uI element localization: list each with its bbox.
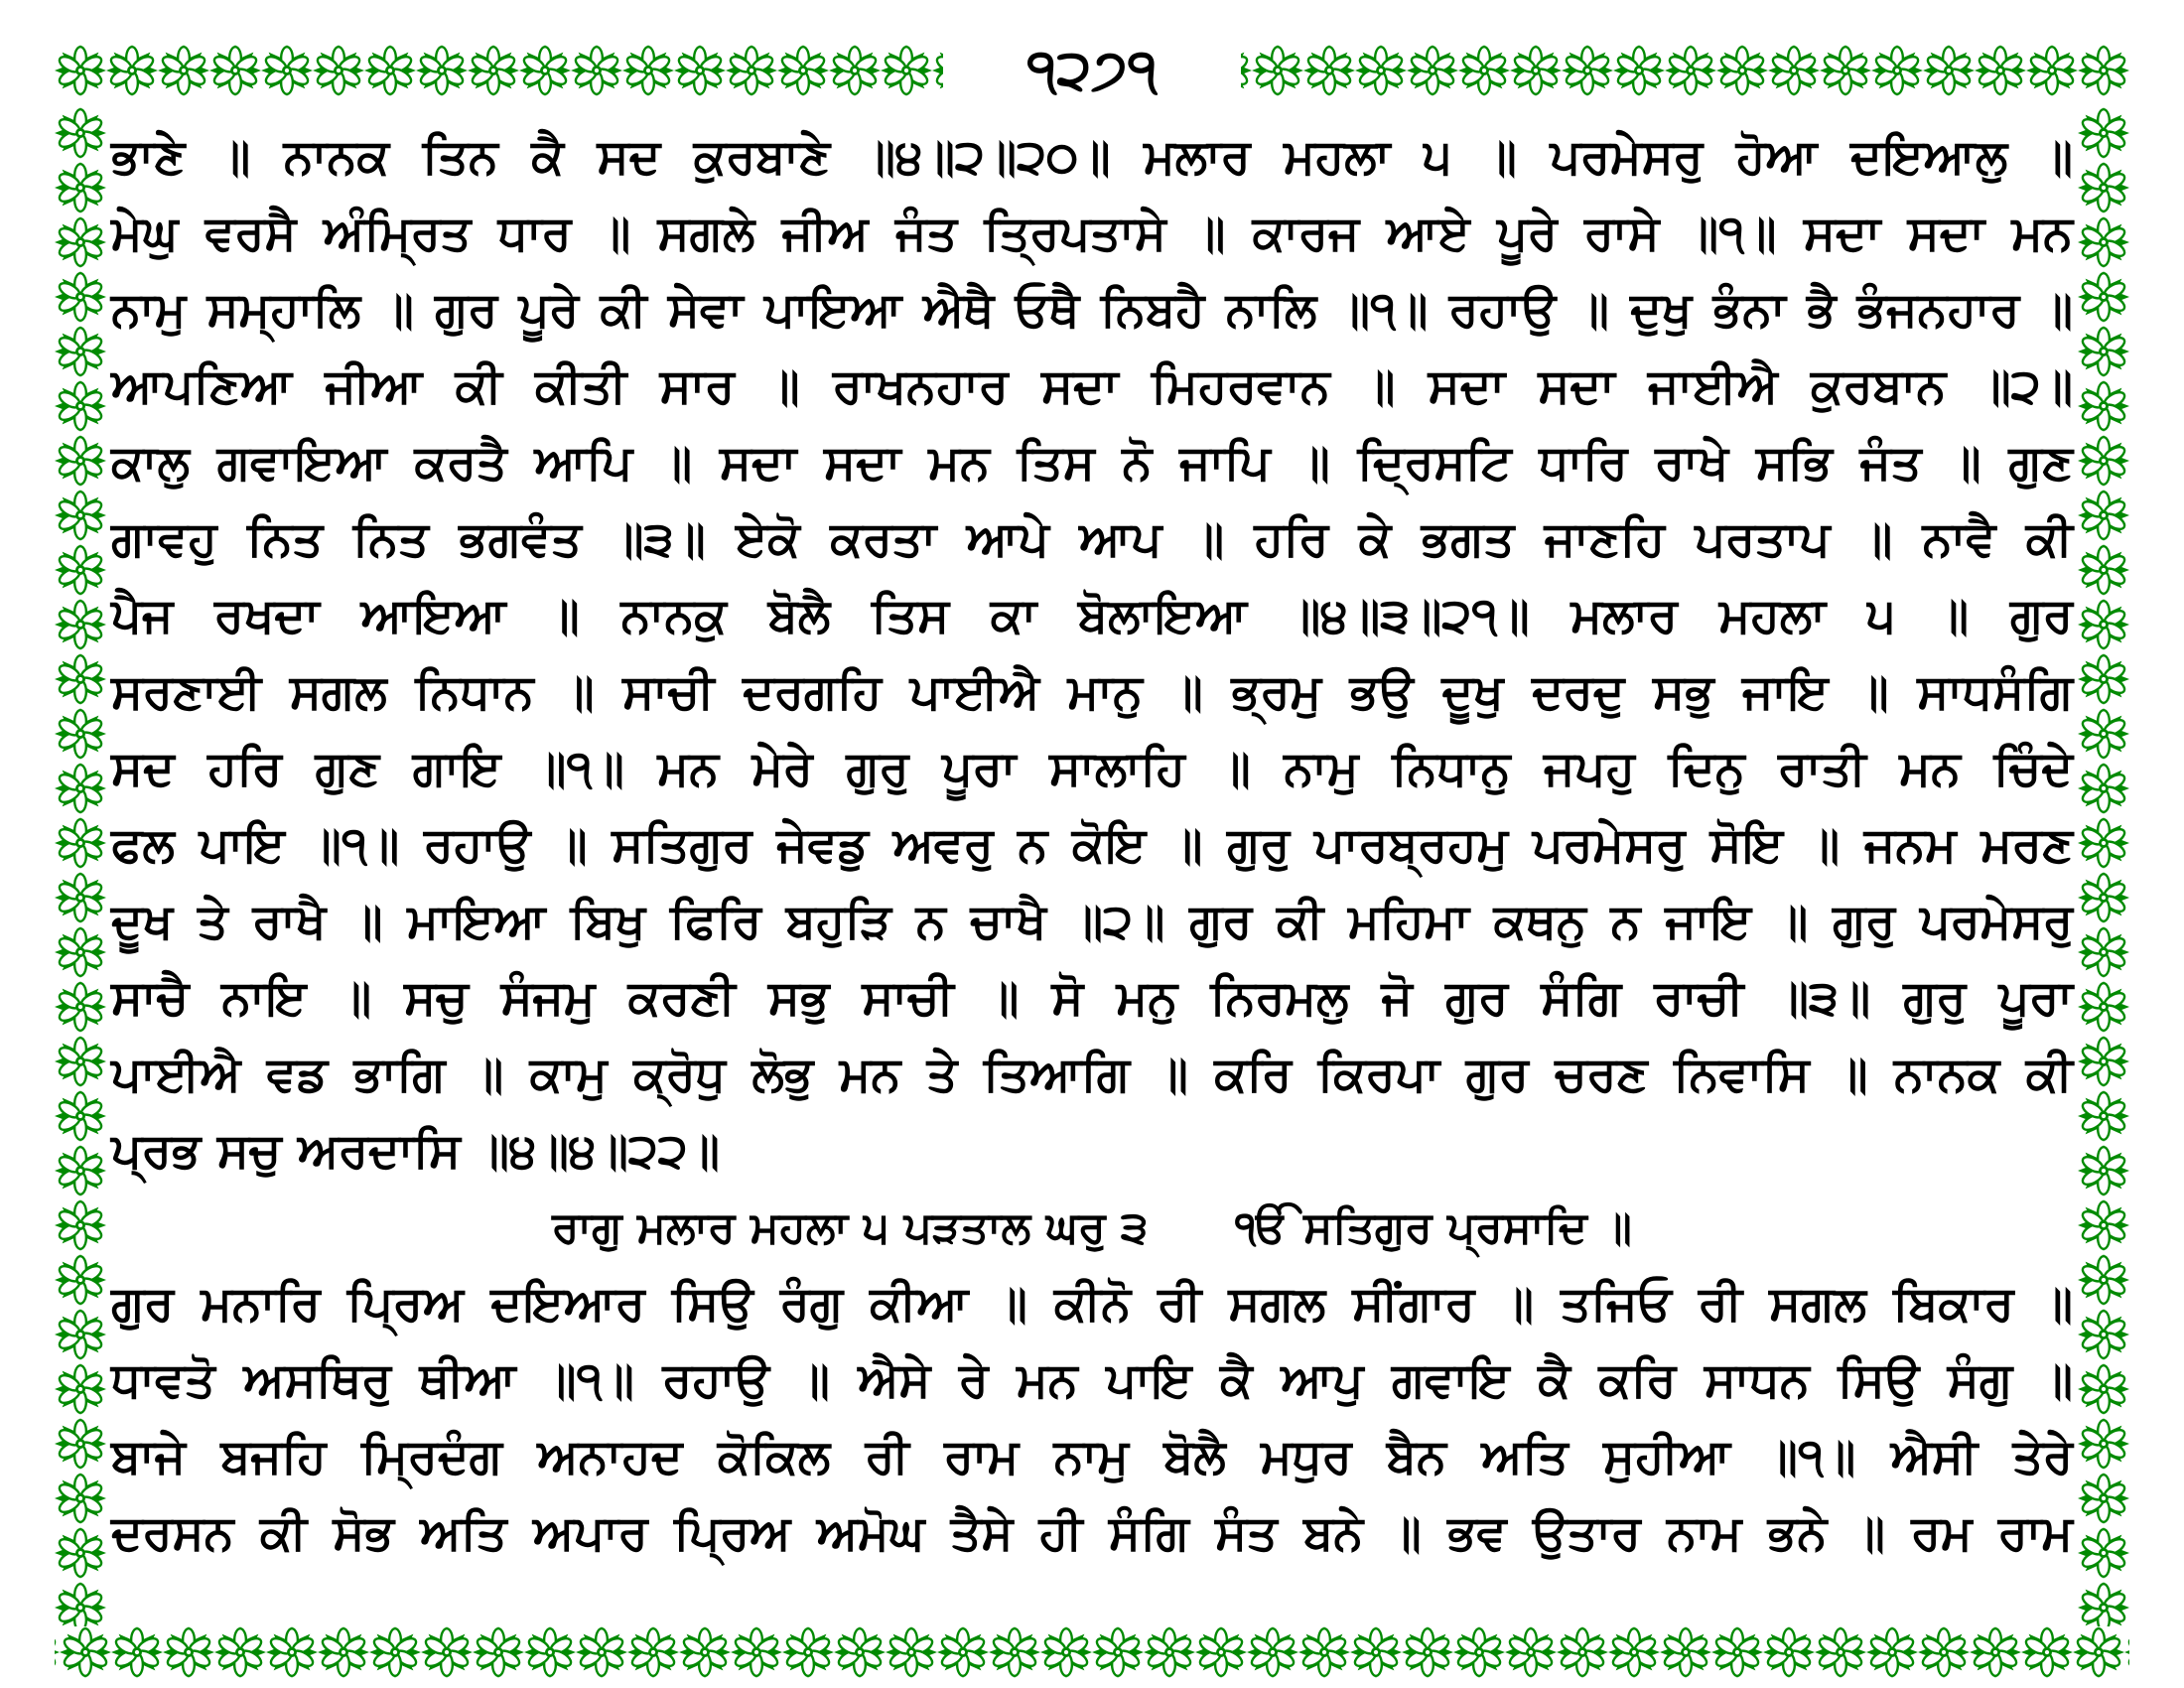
flower-icon — [369, 1626, 421, 1678]
flower-icon — [1665, 45, 1716, 96]
flower-icon — [2078, 1199, 2129, 1251]
flower-icon — [163, 1626, 214, 1678]
flower-icon — [55, 326, 106, 377]
scripture-line: ਗੁਰ ਮਨਾਰਿ ਪ੍ਰਿਅ ਦਇਆਰ ਸਿਉ ਰੰਗੁ ਕੀਆ ॥ ਕੀਨੋ ਰੀ ਸਗਲ ਸੀਂਗਾਰ ॥ ਤਜਿਓ ਰੀ ਸਗਲ ਬਿਕਾਰ ॥ — [111, 1276, 2073, 1332]
flower-icon — [679, 1626, 731, 1678]
flower-icon — [2078, 708, 2129, 760]
flower-icon — [2078, 653, 2129, 705]
flower-icon — [622, 45, 674, 96]
flower-icon — [2078, 1582, 2129, 1626]
scripture-line: ਪੈਜ ਰਖਦਾ ਆਇਆ ॥ ਨਾਨਕੁ ਬੋਲੈ ਤਿਸ ਕਾ ਬੋਲਾਇਆ ॥੪॥੩॥੨੧॥ ਮਲਾਰ ਮਹਲਾ ੫ ॥ ਗੁਰ — [111, 588, 2073, 643]
flower-icon — [1195, 1626, 1247, 1678]
flower-icon — [2026, 45, 2078, 96]
flower-icon — [2078, 1254, 2129, 1306]
flower-icon — [55, 1036, 106, 1087]
flower-icon — [1763, 1626, 1815, 1678]
scripture-line: ਗਾਵਹੁ ਨਿਤ ਨਿਤ ਭਗਵੰਤ ॥੩॥ ਏਕੋ ਕਰਤਾ ਆਪੇ ਆਪ ॥ ਹਰਿ ਕੇ ਭਗਤ ਜਾਣਹਿ ਪਰਤਾਪ ॥ ਨਾਵੈ ਕੀ — [111, 511, 2073, 567]
border-top — [55, 36, 2129, 105]
scripture-line: ਫਲ ਪਾਇ ॥੧॥ ਰਹਾਉ ॥ ਸਤਿਗੁਰ ਜੇਵਡੁ ਅਵਰੁ ਨ ਕੋਇ ॥ ਗੁਰੁ ਪਾਰਬ੍ਰਹਮੁ ਪਰਮੇਸਰੁ ਸੋਇ ॥ ਜਨਮ ਮਰਣ — [111, 817, 2073, 873]
flower-icon — [2078, 1090, 2129, 1142]
flower-icon — [1510, 45, 1562, 96]
flower-icon — [313, 45, 364, 96]
border-top-left — [55, 45, 943, 96]
flower-icon — [2078, 435, 2129, 487]
flower-icon — [1711, 1626, 1763, 1678]
flower-icon — [1144, 1626, 1195, 1678]
flower-icon — [834, 1626, 886, 1678]
flower-icon — [1716, 45, 1768, 96]
scripture-line: ਕਾਲੁ ਗਵਾਇਆ ਕਰਤੈ ਆਪਿ ॥ ਸਦਾ ਸਦਾ ਮਨ ਤਿਸ ਨੋ ਜਾਪਿ ॥ ਦ੍ਰਿਸਟਿ ਧਾਰਿ ਰਾਖੇ ਸਭਿ ਜੰਤ ॥ ਗੁਣ — [111, 435, 2073, 491]
flower-icon — [2078, 45, 2129, 96]
border-left — [55, 107, 106, 1626]
flower-icon — [1453, 1626, 1505, 1678]
flower-icon — [55, 1582, 106, 1626]
flower-icon — [524, 1626, 576, 1678]
flower-icon — [55, 1418, 106, 1470]
flower-icon — [1355, 45, 1407, 96]
flower-icon — [571, 45, 622, 96]
flower-icon — [55, 1309, 106, 1360]
flower-icon — [2078, 544, 2129, 596]
flower-icon — [1768, 45, 1820, 96]
flower-icon — [1815, 1626, 1866, 1678]
flower-icon — [1866, 1626, 1918, 1678]
flower-icon — [2078, 981, 2129, 1033]
flower-icon — [60, 1626, 111, 1678]
flower-icon — [55, 271, 106, 323]
flower-icon — [1871, 45, 1923, 96]
flower-icon — [989, 1626, 1040, 1678]
flower-icon — [1970, 1626, 2021, 1678]
flower-icon — [55, 45, 106, 96]
scripture-line: ਬਾਜੇ ਬਜਹਿ ਮ੍ਰਿਦੰਗ ਅਨਾਹਦ ਕੋਕਿਲ ਰੀ ਰਾਮ ਨਾਮੁ ਬੋਲੈ ਮਧੁਰ ਬੈਨ ਅਤਿ ਸੁਹੀਆ ॥੧॥ ਐਸੀ ਤੇਰੇ — [111, 1429, 2073, 1484]
flower-icon — [209, 45, 261, 96]
scripture-line: ਮੇਘੁ ਵਰਸੈ ਅੰਮ੍ਰਿਤ ਧਾਰ ॥ ਸਗਲੇ ਜੀਅ ਜੰਤ ਤ੍ਰਿਪਤਾਸੇ ॥ ਕਾਰਜ ਆਏ ਪੂਰੇ ਰਾਸੇ ॥੧॥ ਸਦਾ ਸਦਾ ਮਨ — [111, 206, 2073, 261]
flower-icon — [364, 45, 416, 96]
flower-icon — [55, 981, 106, 1033]
scripture-line: ਧਾਵਤੋ ਅਸਥਿਰੁ ਥੀਆ ॥੧॥ ਰਹਾਉ ॥ ਐਸੇ ਰੇ ਮਨ ਪਾਇ ਕੈ ਆਪੁ ਗਵਾਇ ਕੈ ਕਰਿ ਸਾਧਨ ਸਿਉ ਸੰਗੁ ॥ — [111, 1352, 2073, 1408]
flower-icon — [1407, 45, 1458, 96]
flower-icon — [55, 763, 106, 814]
flower-icon — [932, 45, 943, 96]
flower-icon — [2078, 1036, 2129, 1087]
flower-icon — [2078, 1527, 2129, 1579]
border-top-right — [1241, 45, 2129, 96]
flower-icon — [2078, 271, 2129, 323]
flower-icon — [55, 817, 106, 869]
flower-icon — [2078, 380, 2129, 432]
flower-icon — [576, 1626, 627, 1678]
flower-icon — [627, 1626, 679, 1678]
flower-icon — [1660, 1626, 1711, 1678]
flower-icon — [519, 45, 571, 96]
flower-icon — [1303, 45, 1355, 96]
flower-icon — [266, 1626, 318, 1678]
flower-icon — [55, 926, 106, 978]
flower-icon — [55, 1473, 106, 1524]
flower-icon — [55, 1363, 106, 1415]
scripture-line: ਦੂਖ ਤੇ ਰਾਖੈ ॥ ਮਾਇਆ ਬਿਖੁ ਫਿਰਿ ਬਹੁੜਿ ਨ ਚਾਖੈ ॥੨॥ ਗੁਰ ਕੀ ਮਹਿਮਾ ਕਥਨੁ ਨ ਜਾਇ ॥ ਗੁਰੁ ਪਰਮੇਸਰੁ — [111, 894, 2073, 949]
flower-icon — [55, 1199, 106, 1251]
scripture-line: ਸਦ ਹਰਿ ਗੁਣ ਗਾਇ ॥੧॥ ਮਨ ਮੇਰੇ ਗੁਰੁ ਪੂਰਾ ਸਾਲਾਹਿ ॥ ਨਾਮੁ ਨਿਧਾਨੁ ਜਪਹੁ ਦਿਨੁ ਰਾਤੀ ਮਨ ਚਿੰਦੇ — [111, 741, 2073, 796]
flower-icon — [1458, 45, 1510, 96]
flower-icon — [55, 162, 106, 213]
flower-icon — [726, 45, 777, 96]
flower-icon — [1241, 45, 1252, 96]
flower-icon — [782, 1626, 834, 1678]
flower-icon — [468, 45, 519, 96]
flower-icon — [55, 599, 106, 650]
scripture-text-block — [111, 119, 2073, 1572]
flower-icon — [55, 544, 106, 596]
flower-icon — [881, 45, 932, 96]
scripture-line: ਆਪਣਿਆ ਜੀਆ ਕੀ ਕੀਤੀ ਸਾਰ ॥ ਰਾਖਨਹਾਰ ਸਦਾ ਮਿਹਰਵਾਨ ॥ ਸਦਾ ਸਦਾ ਜਾਈਐ ਕੁਰਬਾਨ ॥੨॥ — [111, 358, 2073, 414]
flower-icon — [318, 1626, 369, 1678]
flower-icon — [2078, 599, 2129, 650]
flower-icon — [2078, 1363, 2129, 1415]
flower-icon — [55, 1527, 106, 1579]
scripture-line: ਨਾਮੁ ਸਮ੍ਹਾਲਿ ॥ ਗੁਰ ਪੂਰੇ ਕੀ ਸੇਵਾ ਪਾਇਆ ਐਥੈ ਓਥੈ ਨਿਬਹੈ ਨਾਲਿ ॥੧॥ ਰਹਾਉ ॥ ਦੁਖੁ ਭੰਨਾ ਭੈ ਭੰਜਨਹਾਰ ॥ — [111, 282, 2073, 338]
flower-icon — [1298, 1626, 1350, 1678]
flower-icon — [731, 1626, 782, 1678]
flower-icon — [1975, 45, 2026, 96]
flower-icon — [2078, 1418, 2129, 1470]
flower-icon — [886, 1626, 937, 1678]
flower-icon — [2124, 1626, 2129, 1678]
flower-icon — [2078, 490, 2129, 541]
flower-icon — [1557, 1626, 1608, 1678]
flower-icon — [2078, 162, 2129, 213]
flower-icon — [55, 708, 106, 760]
flower-icon — [55, 380, 106, 432]
flower-icon — [421, 1626, 473, 1678]
flower-icon — [2078, 216, 2129, 268]
flower-icon — [2078, 326, 2129, 377]
border-right — [2078, 107, 2129, 1626]
flower-icon — [937, 1626, 989, 1678]
flower-icon — [2073, 1626, 2124, 1678]
border-bottom — [55, 1622, 2129, 1682]
flower-icon — [55, 107, 106, 159]
flower-icon — [55, 653, 106, 705]
scripture-line: ਰਾਗੁ ਮਲਾਰ ਮਹਲਾ ੫ ਪੜਤਾਲ ਘਰੁ ੩ ੴ ਸਤਿਗੁਰ ਪ੍ਰਸਾਦਿ ॥ — [552, 1202, 1632, 1253]
flower-icon — [55, 435, 106, 487]
flower-icon — [2021, 1626, 2073, 1678]
flower-icon — [214, 1626, 266, 1678]
flower-icon — [55, 1145, 106, 1196]
flower-icon — [473, 1626, 524, 1678]
flower-icon — [55, 872, 106, 923]
flower-icon — [106, 45, 158, 96]
flower-icon — [2078, 107, 2129, 159]
scripture-line: ਪਾਈਐ ਵਡ ਭਾਗਿ ॥ ਕਾਮੁ ਕ੍ਰੋਧੁ ਲੋਭੁ ਮਨ ਤੇ ਤਿਆਗਿ ॥ ਕਰਿ ਕਿਰਪਾ ਗੁਰ ਚਰਣ ਨਿਵਾਸਿ ॥ ਨਾਨਕ ਕੀ — [111, 1047, 2073, 1102]
flower-icon — [55, 490, 106, 541]
flower-icon — [1562, 45, 1613, 96]
flower-icon — [829, 45, 881, 96]
flower-icon — [1923, 45, 1975, 96]
flower-icon — [1608, 1626, 1660, 1678]
flower-icon — [2078, 926, 2129, 978]
flower-icon — [2078, 1309, 2129, 1360]
flower-icon — [674, 45, 726, 96]
scripture-line: ਸਾਚੈ ਨਾਇ ॥ ਸਚੁ ਸੰਜਮੁ ਕਰਣੀ ਸਭੁ ਸਾਚੀ ॥ ਸੋ ਮਨੁ ਨਿਰਮਲੁ ਜੋ ਗੁਰ ਸੰਗਿ ਰਾਚੀ ॥੩॥ ਗੁਰੁ ਪੂਰਾ — [111, 970, 2073, 1026]
flower-icon — [1613, 45, 1665, 96]
scripture-line: ਦਰਸਨ ਕੀ ਸੋਭ ਅਤਿ ਅਪਾਰ ਪ੍ਰਿਅ ਅਮੋਘ ਤੈਸੇ ਹੀ ਸੰਗਿ ਸੰਤ ਬਨੇ ॥ ਭਵ ਉਤਾਰ ਨਾਮ ਭਨੇ ॥ ਰਮ ਰਾਮ — [111, 1505, 2073, 1561]
flower-icon — [2078, 1473, 2129, 1524]
flower-icon — [2078, 763, 2129, 814]
flower-icon — [2078, 817, 2129, 869]
flower-icon — [2078, 1145, 2129, 1196]
flower-icon — [2078, 872, 2129, 923]
page-number: ੧੨੭੧ — [1026, 38, 1158, 102]
scripture-line: ਸਰਣਾਈ ਸਗਲ ਨਿਧਾਨ ॥ ਸਾਚੀ ਦਰਗਹਿ ਪਾਈਐ ਮਾਨੁ ॥ ਭ੍ਰਮੁ ਭਉ ਦੂਖੁ ਦਰਦੁ ਸਭੁ ਜਾਇ ॥ ਸਾਧਸੰਗਿ — [111, 664, 2073, 720]
flower-icon — [158, 45, 209, 96]
flower-icon — [1040, 1626, 1092, 1678]
flower-icon — [1402, 1626, 1453, 1678]
scripture-line: ਭਾਣੇ ॥ ਨਾਨਕ ਤਿਨ ਕੈ ਸਦ ਕੁਰਬਾਣੇ ॥੪॥੨॥੨੦॥ ਮਲਾਰ ਮਹਲਾ ੫ ॥ ਪਰਮੇਸਰੁ ਹੋਆ ਦਇਆਲੁ ॥ — [111, 129, 2073, 185]
flower-icon — [416, 45, 468, 96]
flower-icon — [1252, 45, 1303, 96]
scripture-line: ਪ੍ਰਭ ਸਚੁ ਅਰਦਾਸਿ ॥੪॥੪॥੨੨॥ — [111, 1123, 720, 1179]
flower-icon — [55, 216, 106, 268]
flower-icon — [261, 45, 313, 96]
flower-icon — [111, 1626, 163, 1678]
flower-icon — [1918, 1626, 1970, 1678]
flower-icon — [1247, 1626, 1298, 1678]
flower-icon — [1350, 1626, 1402, 1678]
flower-icon — [55, 1090, 106, 1142]
flower-icon — [55, 1254, 106, 1306]
flower-icon — [777, 45, 829, 96]
flower-icon — [1820, 45, 1871, 96]
flower-icon — [1092, 1626, 1144, 1678]
flower-icon — [1505, 1626, 1557, 1678]
